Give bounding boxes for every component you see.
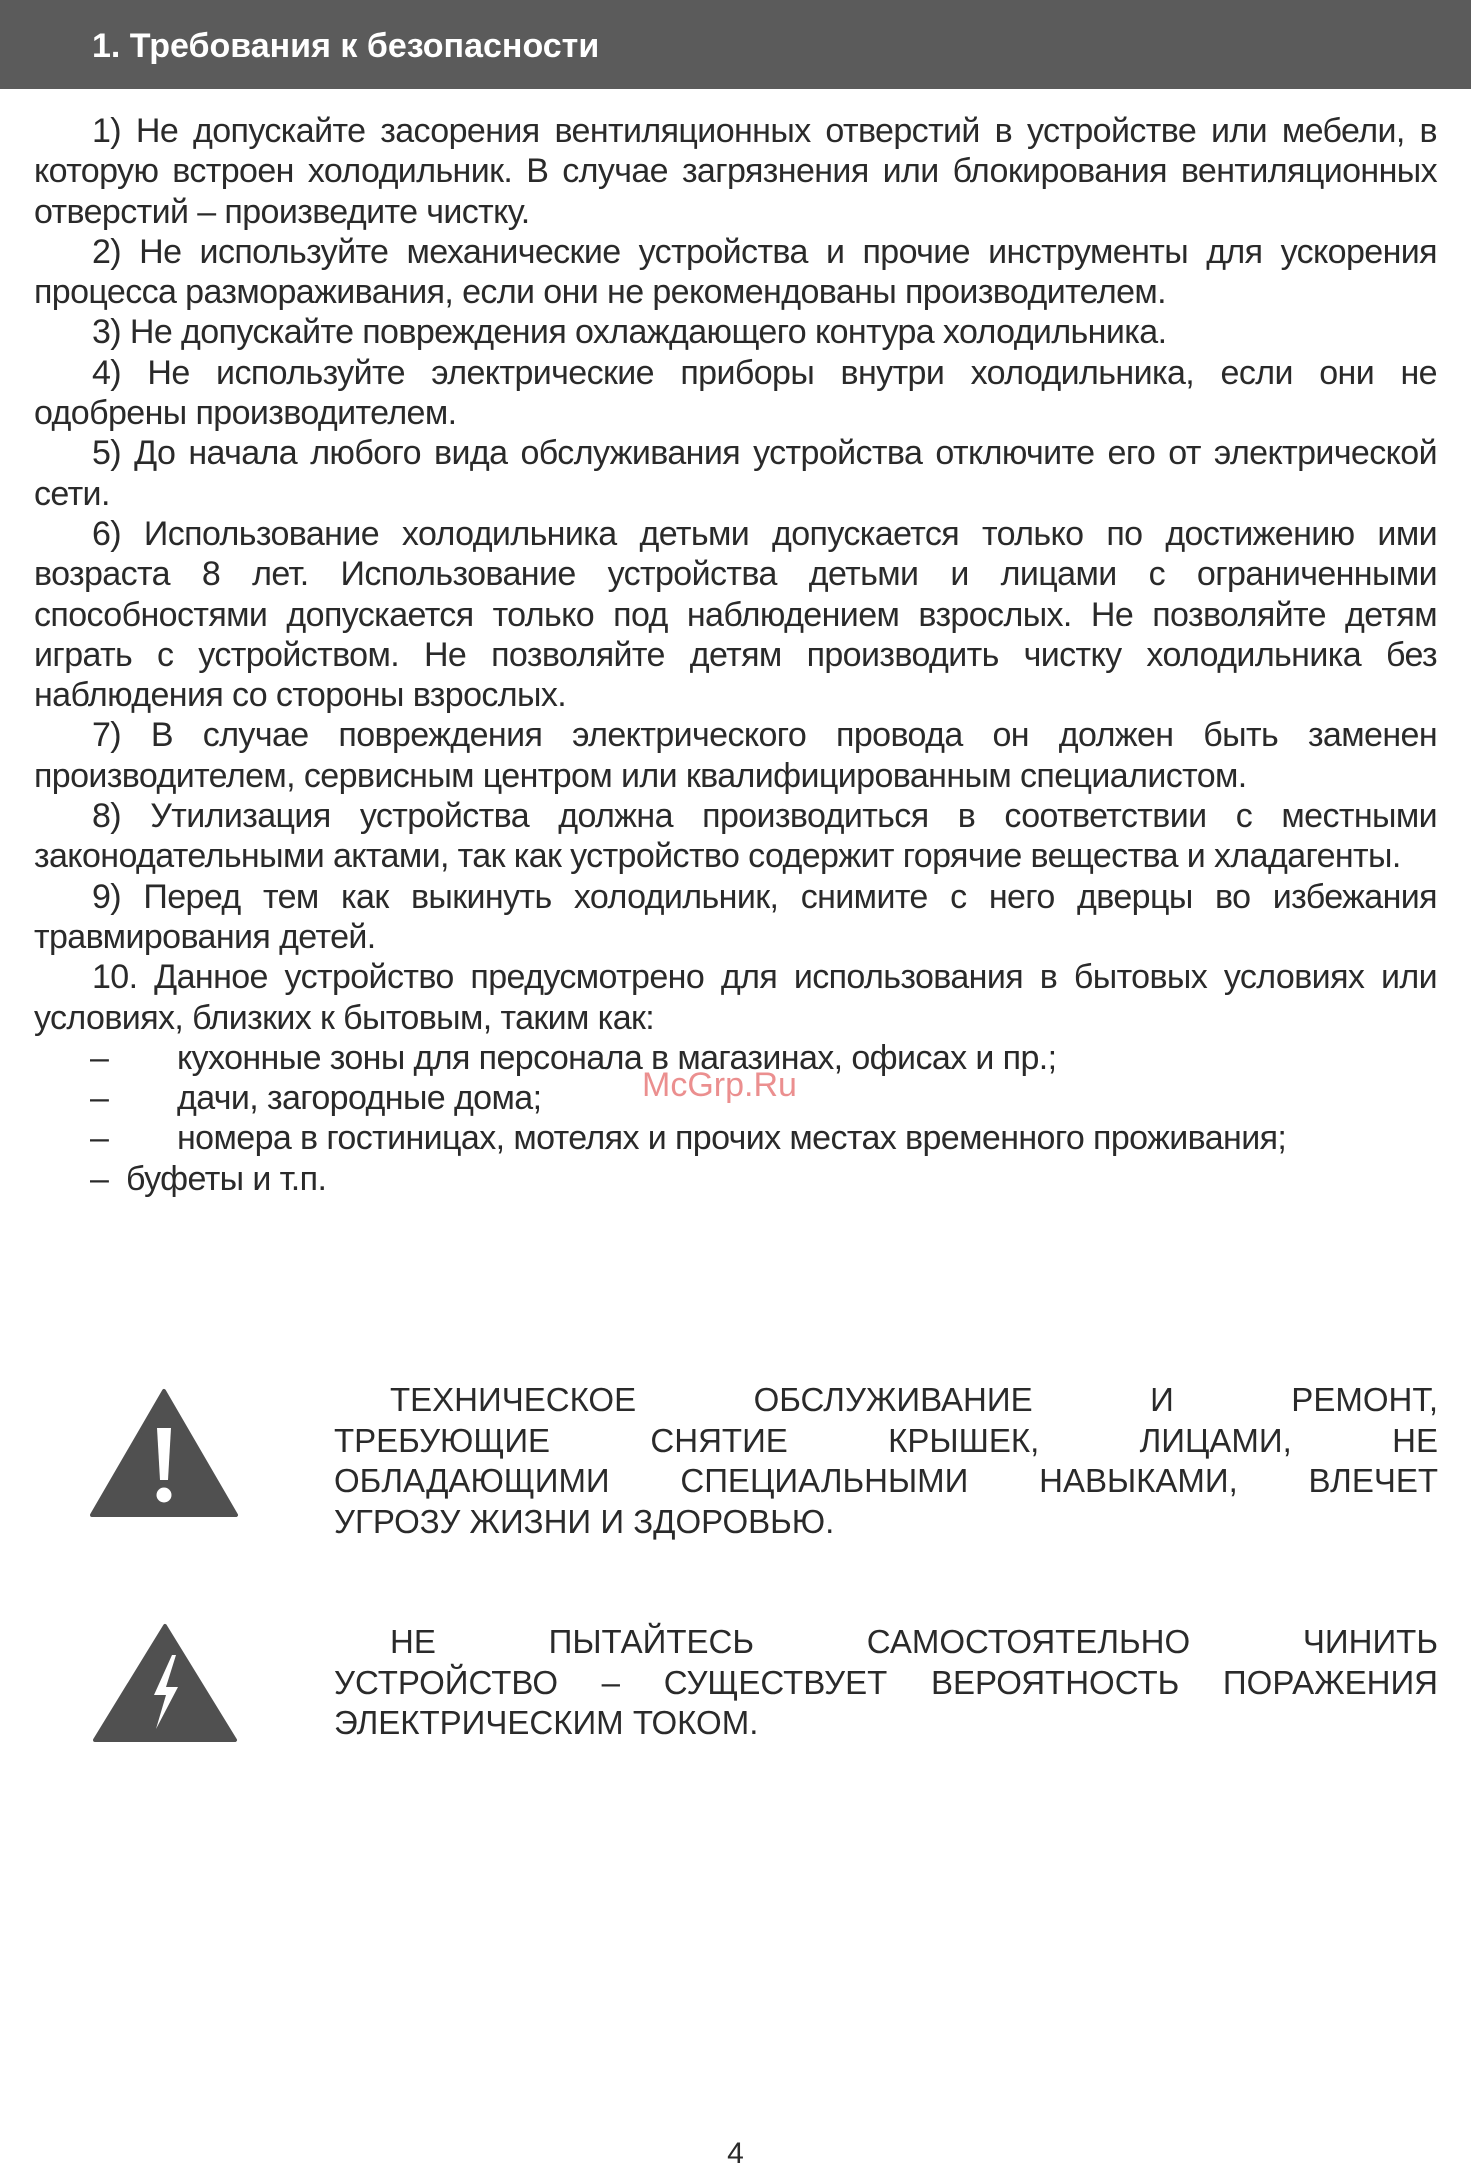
list-item-text: дачи, загородные дома; — [177, 1079, 542, 1118]
safety-item-7: 7) В случае повреждения электрического провода он должен быть заменен производителем, сервисным центром или квалифицированным специалистом. — [34, 716, 1437, 795]
electric-shock-warning-icon — [92, 1623, 242, 1753]
safety-item-2: 2) Не используйте механические устройства и прочие инструменты для ускорения процесса размораживания, если они не рекомендованы производителем. — [34, 232, 1437, 312]
list-item-text: номера в гостиницах, мотелях и прочих местах временного проживания; — [177, 1119, 1287, 1158]
list-item — [34, 1118, 1437, 1158]
warning-line: ОБЛАДАЮЩИМИ СПЕЦИАЛЬНЫМИ НАВЫКАМИ, ВЛЕЧЕТ — [334, 1462, 1438, 1499]
safety-item-3: 3) Не допускайте повреждения охлаждающего контура холодильника. — [92, 313, 1167, 352]
list-dash: – — [90, 1038, 109, 1077]
list-dash: – — [90, 1159, 109, 1198]
list-item-text: буфеты и т.п. — [126, 1159, 327, 1198]
safety-item-1: 1) Не допускайте засорения вентиляционных отверстий в устройстве или мебели, в которую встроен холодильник. В случае загрязнения или блокирования вентиляционных отверстий – произведите чистку. — [34, 112, 1437, 231]
safety-item-6: 6) Использование холодильника детьми допускается только по достижению ими возраста 8 лет. Использование устройства детьми и лицами с ограниченными способностями допускается только под наблюдением взрослых. Не позволяйте детям играть с устройством. Не позволяйте детям производить чистку холодильника без наблюдения со стороны взрослых. — [34, 514, 1437, 715]
safety-item-10: 10. Данное устройство предусмотрено для использования в бытовых условиях или условиях, близких к бытовым, таким как: — [34, 958, 1437, 1037]
section-title: 1. Требования к безопасности — [92, 27, 600, 65]
warning-line: ТРЕБУЮЩИЕ СНЯТИЕ КРЫШЕК, ЛИЦАМИ, НЕ — [334, 1421, 1438, 1459]
safety-item-8: 8) Утилизация устройства должна производиться в соответствии с местными законодательными актами, так как устройство содержит горячие вещества и хладагенты. — [34, 797, 1437, 876]
list-item-text: кухонные зоны для персонала в магазинах, офисах и пр.; — [177, 1038, 1057, 1077]
warning-line: НЕ ПЫТАЙТЕСЬ САМОСТОЯТЕЛЬНО ЧИНИТЬ — [390, 1623, 1438, 1660]
repair-warning-text — [334, 1622, 1438, 1744]
list-dash: – — [90, 1119, 109, 1158]
usage-list — [34, 1038, 1437, 1199]
warning-line: ТЕХНИЧЕСКОЕ ОБСЛУЖИВАНИЕ И РЕМОНТ, — [390, 1381, 1438, 1418]
warning-line: УСТРОЙСТВО – СУЩЕСТВУЕТ ВЕРОЯТНОСТЬ ПОРАЖЕНИЯ — [334, 1663, 1438, 1701]
list-dash: – — [90, 1079, 109, 1118]
list-item — [34, 1159, 1437, 1199]
safety-item-4: 4) Не используйте электрические приборы внутри холодильника, если они не одобрены производителем. — [34, 353, 1437, 433]
warning-line: ЭЛЕКТРИЧЕСКИМ ТОКОМ. — [334, 1704, 759, 1741]
safety-item-5: 5) До начала любого вида обслуживания устройства отключите его от электрической сети. — [34, 434, 1437, 513]
safety-item-9: 9) Перед тем как выкинуть холодильник, снимите с него дверцы во избежания травмирования детей. — [34, 877, 1437, 956]
maintenance-warning-text — [334, 1380, 1438, 1542]
page-number: 4 — [727, 2137, 744, 2170]
exclamation-warning-icon — [89, 1388, 239, 1518]
safety-requirements-body — [34, 111, 1437, 1199]
section-header-bar — [0, 0, 1471, 89]
warning-line: УГРОЗУ ЖИЗНИ И ЗДОРОВЬЮ. — [334, 1502, 835, 1540]
watermark: McGrp.Ru — [642, 1066, 797, 1104]
